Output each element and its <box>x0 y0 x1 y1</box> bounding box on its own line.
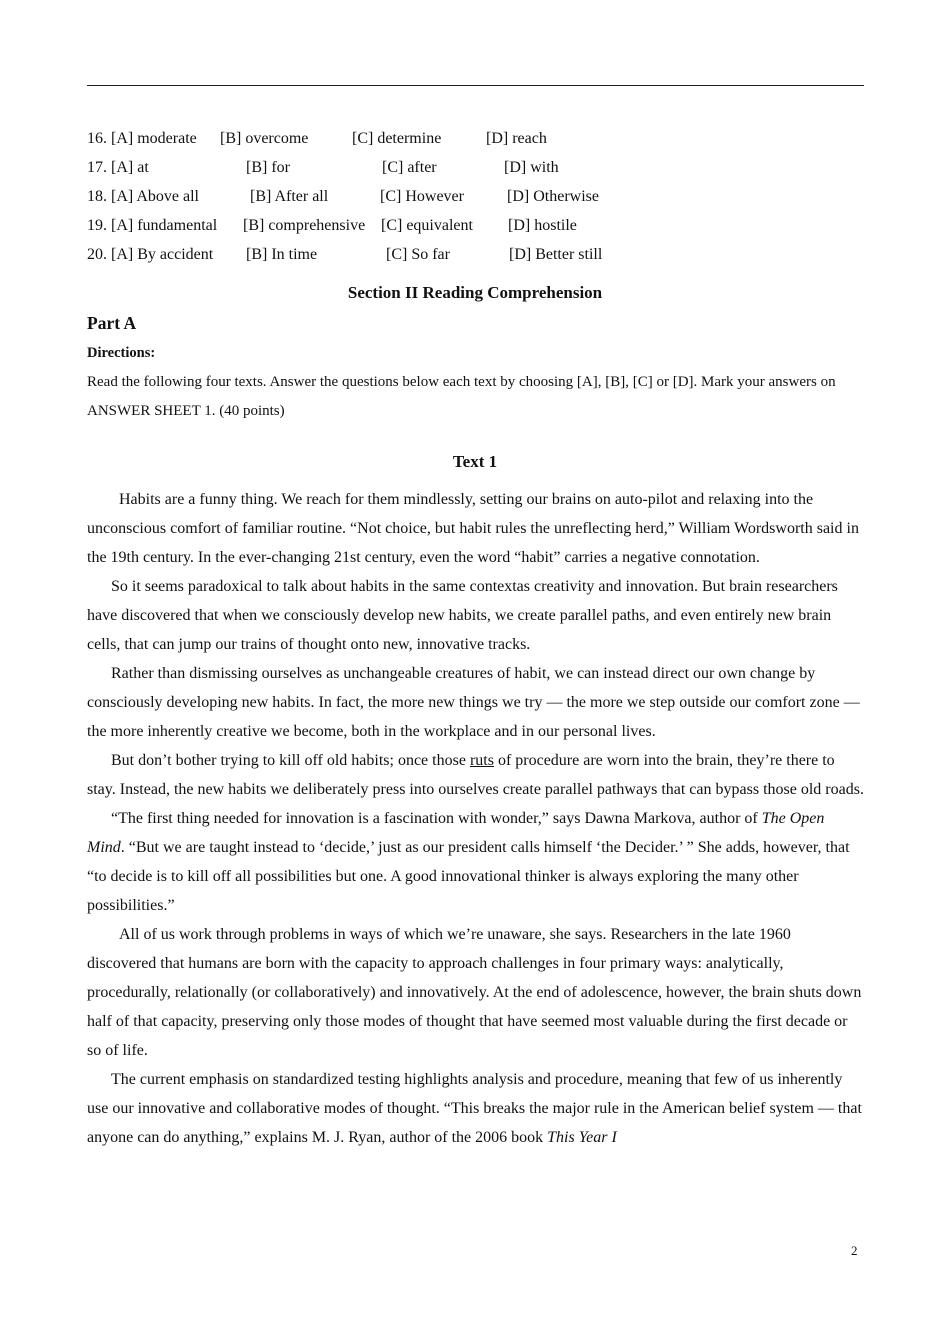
paragraph-text: of procedure are worn into the brain, they’re there to stay. Instead, the new habits we deliberately press into ourselves create parallel pathways that can bypass those old roads. <box>87 752 864 798</box>
directions-text: Read the following four texts. Answer the questions below each text by choosing [A], [B], [C] or [D]. Mark your answers on ANSWER SHEET 1. (40 points) <box>87 374 836 419</box>
option-row-18 <box>87 186 864 215</box>
option-b: [B] After all <box>250 188 329 205</box>
option-d: [D] with <box>504 159 559 176</box>
cloze-options <box>87 128 864 273</box>
question-number: 17. <box>87 159 107 176</box>
question-number: 16. <box>87 130 107 147</box>
option-b: [B] comprehensive <box>243 217 366 234</box>
paragraph: Rather than dismissing ourselves as unchangeable creatures of habit, we can instead direct our own change by consciously developing new habits. In fact, the more new things we try — the more we step outside our comfort zone — the more inherently creative we become, both in the workplace and in our personal lives. <box>87 665 860 740</box>
text-title: Text 1 <box>452 452 498 471</box>
book-title: The Open Mind <box>87 810 825 856</box>
option-c: [C] So far <box>386 246 450 263</box>
book-title: This Year I <box>547 1129 617 1146</box>
page-number: 2 <box>851 1243 858 1258</box>
paragraph: So it seems paradoxical to talk about habits in the same contextas creativity and innovation. But brain researchers have discovered that when we consciously develop new habits, we create parallel paths, and even entirely new brain cells, that can jump our trains of thought onto new, innovative tracks. <box>87 578 838 653</box>
paragraph <box>87 1065 864 1152</box>
header-rule <box>87 85 864 86</box>
underlined-word: ruts <box>469 752 494 769</box>
paragraph-text: The current emphasis on standardized testing highlights analysis and procedure, meaning that few of us inherently use our innovative and collaborative modes of thought. “This breaks the major rule in the American belief system — that anyone can do anything,” explains M. J. Ryan, author of the 2006 book <box>87 1071 862 1146</box>
option-d: [D] hostile <box>508 217 577 234</box>
paragraph-text: “The first thing needed for innovation is a fascination with wonder,” says Dawna Markova, author of <box>111 810 762 827</box>
section-title: Section II Reading Comprehension <box>347 283 603 302</box>
paragraph <box>87 746 864 804</box>
option-row-20 <box>87 244 864 273</box>
option-a: [A] By accident <box>111 246 214 263</box>
part-title: Part A <box>87 313 137 333</box>
option-c: [C] after <box>382 159 437 176</box>
option-a: [A] at <box>111 159 149 176</box>
option-row-16 <box>87 128 864 157</box>
question-number: 19. <box>87 217 107 234</box>
paragraph: Habits are a funny thing. We reach for them mindlessly, setting our brains on auto-pilot and relaxing into the unconscious comfort of familiar routine. “Not choice, but habit rules the unreflecting herd,” William Wordsworth said in the 19th century. In the ever-changing 21st century, even the word “habit” carries a negative connotation. <box>87 491 859 566</box>
article-body <box>87 485 864 1152</box>
option-a: [A] Above all <box>111 188 199 205</box>
option-c: [C] determine <box>352 130 442 147</box>
paragraph: All of us work through problems in ways of which we’re unaware, she says. Researchers in the late 1960 discovered that humans are born with the capacity to approach challenges in four primary ways: analytically, procedurally, relationally (or collaboratively) and innovatively. At the end of adolescence, however, the brain shuts down half of that capacity, preserving only those modes of thought that have seemed most valuable during the first decade or so of life. <box>87 926 862 1059</box>
option-c: [C] equivalent <box>381 217 473 234</box>
option-row-19 <box>87 215 864 244</box>
directions-label: Directions: <box>87 345 156 361</box>
option-d: [D] Better still <box>509 246 603 263</box>
option-a: [A] moderate <box>111 130 197 147</box>
option-row-17 <box>87 157 864 186</box>
option-b: [B] overcome <box>220 130 309 147</box>
option-b: [B] In time <box>246 246 318 263</box>
paragraph-text: . “But we are taught instead to ‘decide,’ just as our president calls himself ‘the Decider.’ ” She adds, however, that “to decide is to kill off all possibilities but one. A good innovational thinker is always exploring the many other possibilities.” <box>87 839 850 914</box>
option-c: [C] However <box>380 188 464 205</box>
paragraph-text: But don’t bother trying to kill off old habits; once those <box>111 752 470 769</box>
question-number: 20. <box>87 246 107 263</box>
paragraph <box>87 804 864 920</box>
option-d: [D] reach <box>486 130 547 147</box>
option-d: [D] Otherwise <box>507 188 599 205</box>
question-number: 18. <box>87 188 107 205</box>
option-b: [B] for <box>246 159 290 176</box>
option-a: [A] fundamental <box>111 217 218 234</box>
